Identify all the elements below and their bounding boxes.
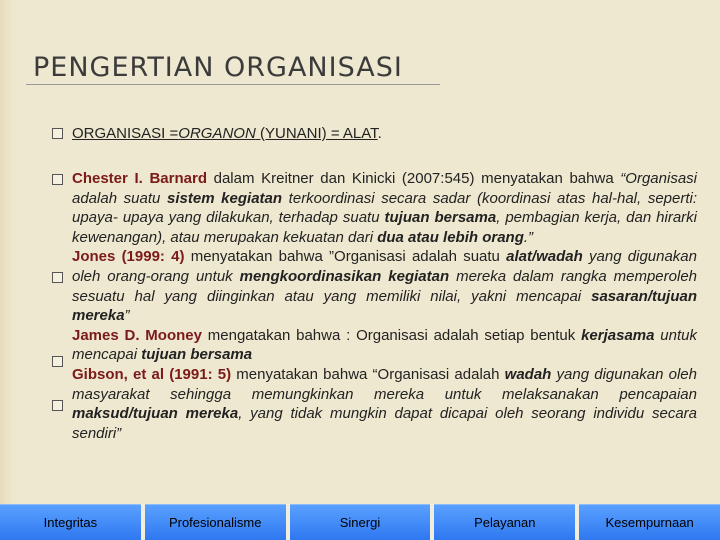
bullet-square-icon <box>52 174 63 185</box>
key-term: alat/wadah <box>506 248 583 266</box>
tab-pelayanan[interactable]: Pelayanan <box>434 504 575 540</box>
etymology-term: ORGANISASI = <box>72 125 179 142</box>
footer-nav <box>0 504 720 540</box>
bullet-square-icon <box>52 272 63 283</box>
definition-text: mereka dalam rangka memperoleh sesuatu hal yang diinginkan atau yang memiliki nilai, yakni mencapai <box>72 267 698 305</box>
definition-etymology <box>72 124 697 144</box>
definition-text: menyatakan bahwa “Organisasi adalah <box>231 365 505 383</box>
bullet-square-icon <box>52 400 63 411</box>
definition-text: , yang tidak mungkin dapat dicapai oleh seorang individu secara sendiri” <box>72 405 698 442</box>
key-term: tujuan bersama <box>384 209 497 227</box>
definition-text: , pembagian kerja, dan hirarki kewenangan), atau merupakan kekuatan dari <box>72 209 697 246</box>
definition-barnard <box>72 169 697 247</box>
definition-text: terkoordinasi secara sadar (koordinasi atas hal-hal, seperti: upaya- upaya yang dilakukan, terhadap suatu <box>72 189 698 227</box>
title-underline <box>26 84 440 85</box>
definition-text: mengatakan bahwa : Organisasi adalah setiap bentuk <box>201 326 582 344</box>
definition-text: untuk mencapai <box>72 326 697 364</box>
definition-text: “Organisasi adalah suatu <box>72 170 697 207</box>
bullet-square-icon <box>52 356 63 367</box>
key-term: mengkoordinasikan kegiatan <box>239 267 450 285</box>
definition-mooney <box>72 326 697 365</box>
etymology-period: . <box>377 125 382 142</box>
author-jones: Jones (1999: 4) <box>72 248 185 266</box>
key-term: maksud/tujuan mereka <box>72 405 239 423</box>
tab-profesionalisme[interactable]: Profesionalisme <box>145 504 286 540</box>
definition-text: .” <box>523 228 534 246</box>
definitions-block <box>72 169 697 443</box>
tab-kesempurnaan[interactable]: Kesempurnaan <box>579 504 720 540</box>
definition-text: yang digunakan oleh masyarakat sehingga memungkinkan mereka untuk melaksanakan pencapaian <box>72 365 697 403</box>
key-term: dua atau lebih orang <box>377 228 524 246</box>
key-term: sasaran/tujuan mereka <box>72 287 697 325</box>
etymology-meaning: (YUNANI) = ALAT <box>255 125 378 142</box>
definition-gibson <box>72 365 697 443</box>
definition-text: menyatakan bahwa ”Organisasi adalah suatu <box>184 248 507 266</box>
definition-text: yang digunakan oleh orang-orang untuk <box>72 248 697 285</box>
definition-jones <box>72 247 697 325</box>
author-barnard: Chester I. Barnard <box>72 170 207 187</box>
definition-text: dalam Kreitner dan Kinicki (2007:545) menyatakan bahwa <box>206 170 621 187</box>
definition-text: ” <box>124 307 130 325</box>
key-term: kerjasama <box>581 326 655 344</box>
page-title: PENGERTIAN ORGANISASI <box>33 52 403 83</box>
key-term: sistem kegiatan <box>167 189 283 207</box>
bullet-square-icon <box>52 128 63 139</box>
author-mooney: James D. Mooney <box>72 326 202 344</box>
key-term: wadah <box>504 365 552 383</box>
left-edge-shade <box>0 0 14 540</box>
author-gibson: Gibson, et al (1991: 5) <box>72 365 232 383</box>
etymology-origin: ORGANON <box>178 125 256 142</box>
tab-integritas[interactable]: Integritas <box>0 504 141 540</box>
tab-sinergi[interactable]: Sinergi <box>290 504 431 540</box>
key-term: tujuan bersama <box>141 346 253 364</box>
